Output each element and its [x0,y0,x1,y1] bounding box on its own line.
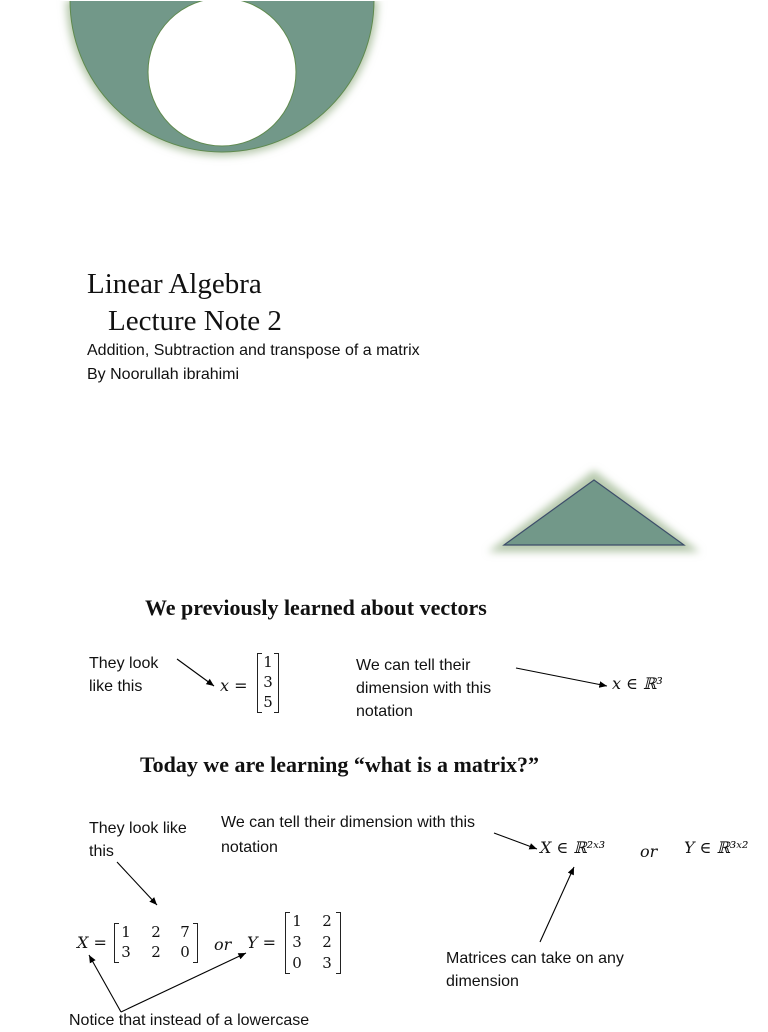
vector-equation-lhs: x = [220,676,248,695]
arrow-matrix-dimension [494,833,537,849]
matrix-Y-dimension: Y ∈ ℝ³ˣ² [684,838,749,857]
matrix-X-cell: 0 [180,943,190,961]
matrix-X-cell: 2 [151,943,161,961]
arrow-notice-to-X [89,955,121,1012]
dimension-or: or [640,842,658,861]
matrix-Y [285,912,341,974]
matrix-X-dimension: X ∈ ℝ²ˣ³ [540,838,606,857]
matrix-or: or [214,935,232,954]
arrow-look-to-matrix [117,862,157,905]
matrix-X [114,923,198,963]
vector-look-note: They look like this [89,655,159,695]
matrix-Y-cell: 3 [292,933,302,951]
uppercase-note: Notice that instead of a lowercase [69,1012,310,1029]
matrix-Y-cell: 0 [292,954,302,972]
arrow-any-dimension [540,867,574,942]
vector-cell: 3 [263,673,273,691]
vector-dimension-notation: x ∈ ℝ³ [612,674,663,693]
vector-matrix [257,653,279,713]
any-dimension-note: Matrices can take on any dimension [446,950,624,990]
title-line-1: Linear Algebra [87,268,262,300]
matrix-X-lhs: X = [77,933,107,952]
matrix-Y-cell: 2 [322,933,332,951]
matrices-heading: Today we are learning “what is a matrix?” [140,752,540,777]
matrix-Y-cell: 2 [322,912,332,930]
matrix-X-cell: 2 [151,923,161,941]
vector-cell: 1 [263,653,273,671]
ring-shape [60,0,390,192]
matrix-Y-lhs: Y = [247,933,277,952]
matrix-dimension-note: We can tell their dimension with this notation [221,814,476,856]
vectors-heading: We previously learned about vectors [145,595,487,620]
vector-dimension-note: We can tell their dimension with this notation [356,657,492,720]
matrix-Y-cell: 1 [292,912,302,930]
vector-cell: 5 [263,693,273,711]
matrix-look-note: They look like this [89,820,187,860]
subtitle: Addition, Subtraction and transpose of a matrix [87,342,420,359]
matrix-Y-cell: 3 [322,954,332,972]
author: By Noorullah ibrahimi [87,366,240,383]
arrow-dimension-to-notation [516,668,607,686]
arrow-look-to-vector [177,659,214,686]
matrix-X-cell: 1 [121,923,131,941]
matrix-X-cell: 7 [180,923,190,941]
matrix-X-cell: 3 [121,943,131,961]
title-line-2: Lecture Note 2 [108,305,282,337]
triangle-shape [488,470,700,552]
